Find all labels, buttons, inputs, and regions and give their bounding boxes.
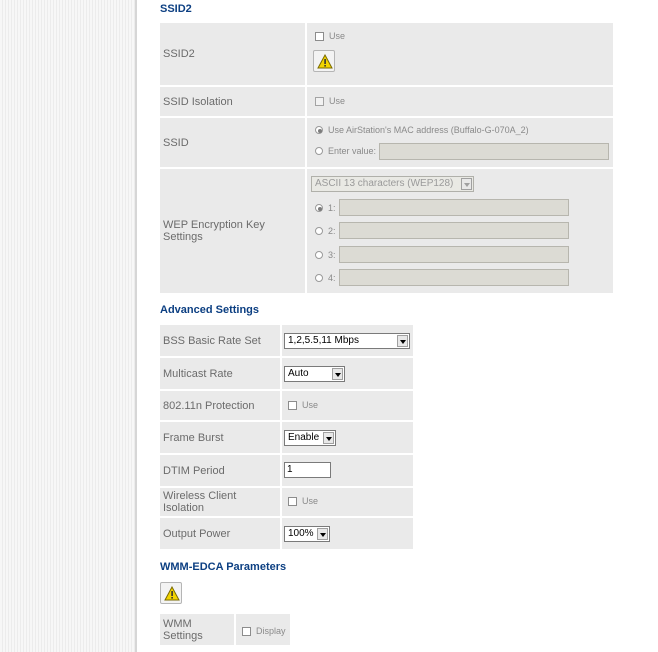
- warning-icon: [317, 54, 333, 69]
- wep-key3-label: 3:: [328, 250, 336, 260]
- wep-key4-label: 4:: [328, 273, 336, 283]
- wep-key1-radio[interactable]: [315, 204, 323, 212]
- ssid-isolation-use-option[interactable]: [315, 96, 345, 106]
- frame-burst-select[interactable]: [284, 430, 336, 446]
- ssid-enter-label: Enter value:: [328, 146, 377, 156]
- wep-key1-option[interactable]: [315, 203, 336, 213]
- wep-key4-radio[interactable]: [315, 274, 323, 282]
- bss-rate-label: BSS Basic Rate Set: [160, 325, 280, 356]
- frame-burst-label: Frame Burst: [160, 422, 280, 453]
- ssid2-use-option[interactable]: [315, 31, 345, 41]
- bss-rate-select[interactable]: [284, 333, 410, 349]
- ssid-isolation-use-label: Use: [329, 96, 346, 106]
- wep-key-type-select[interactable]: [311, 176, 474, 192]
- ssid-row-label: SSID: [160, 118, 305, 167]
- wep-key1-input[interactable]: [339, 199, 569, 216]
- output-power-select[interactable]: [284, 526, 330, 542]
- ssid-mac-option[interactable]: [315, 125, 529, 135]
- wmm-display-checkbox[interactable]: [242, 627, 251, 636]
- wep-key1-label: 1:: [328, 203, 336, 213]
- wep-key3-option[interactable]: [315, 250, 336, 260]
- ssid-isolation-checkbox[interactable]: [315, 97, 324, 106]
- chevron-down-icon: [461, 178, 472, 190]
- client-isolation-use-option[interactable]: [288, 496, 318, 506]
- wmm-settings-label: WMM Settings: [160, 614, 234, 645]
- wep-key4-input[interactable]: [339, 269, 569, 286]
- ssid2-row-value: [307, 23, 613, 85]
- ssid-mac-label: Use AirStation's MAC address (Buffalo-G-070A_2): [328, 125, 529, 135]
- client-isolation-label: Wireless Client Isolation: [160, 488, 280, 516]
- multicast-rate-select[interactable]: [284, 366, 345, 382]
- wep-key2-option[interactable]: [315, 226, 336, 236]
- wep-key2-input[interactable]: [339, 222, 569, 239]
- wep-row-label: WEP Encryption Key Settings: [160, 169, 305, 293]
- ssid2-warning-button[interactable]: [313, 50, 335, 72]
- wmm-display-option[interactable]: [242, 626, 286, 636]
- ssid-enter-radio[interactable]: [315, 147, 323, 155]
- ssid2-section-title: SSID2: [160, 3, 192, 15]
- n-protection-use-label: Use: [302, 400, 319, 410]
- ssid-mac-radio[interactable]: [315, 126, 323, 134]
- ssid2-row-label: SSID2: [160, 23, 305, 85]
- left-nav-strip: [0, 0, 135, 652]
- n-protection-label: 802.11n Protection: [160, 391, 280, 420]
- wmm-display-label: Display: [256, 626, 286, 636]
- wep-key2-label: 2:: [328, 226, 336, 236]
- client-isolation-use-label: Use: [302, 496, 319, 506]
- dtim-period-label: DTIM Period: [160, 455, 280, 486]
- chevron-down-icon: [323, 432, 334, 444]
- n-protection-use-option[interactable]: [288, 400, 318, 410]
- chevron-down-icon: [317, 528, 328, 540]
- wmm-warning-button[interactable]: [160, 582, 182, 604]
- n-protection-checkbox[interactable]: [288, 401, 297, 410]
- warning-icon: [164, 586, 180, 601]
- multicast-rate-value: Auto: [288, 368, 309, 379]
- advanced-section-title: Advanced Settings: [160, 304, 260, 316]
- dtim-period-input[interactable]: 1: [284, 462, 331, 478]
- wep-key-type-value: ASCII 13 characters (WEP128): [315, 178, 454, 189]
- client-isolation-checkbox[interactable]: [288, 497, 297, 506]
- ssid2-use-label: Use: [329, 31, 346, 41]
- ssid-value-input[interactable]: [379, 143, 609, 160]
- output-power-value: 100%: [288, 528, 314, 539]
- wmm-section-title: WMM-EDCA Parameters: [160, 561, 287, 573]
- wep-key4-option[interactable]: [315, 273, 336, 283]
- chevron-down-icon: [332, 368, 343, 380]
- main-content: [137, 0, 658, 652]
- ssid-isolation-row-value: [307, 87, 613, 116]
- wep-key3-input[interactable]: [339, 246, 569, 263]
- ssid-enter-option[interactable]: [315, 146, 376, 156]
- ssid-isolation-row-label: SSID Isolation: [160, 87, 305, 116]
- multicast-rate-label: Multicast Rate: [160, 358, 280, 389]
- frame-burst-value: Enable: [288, 432, 320, 443]
- wep-key3-radio[interactable]: [315, 251, 323, 259]
- wep-key2-radio[interactable]: [315, 227, 323, 235]
- ssid2-use-checkbox[interactable]: [315, 32, 324, 41]
- output-power-label: Output Power: [160, 518, 280, 549]
- chevron-down-icon: [397, 335, 408, 347]
- bss-rate-value: 1,2,5.5,11 Mbps: [288, 335, 359, 346]
